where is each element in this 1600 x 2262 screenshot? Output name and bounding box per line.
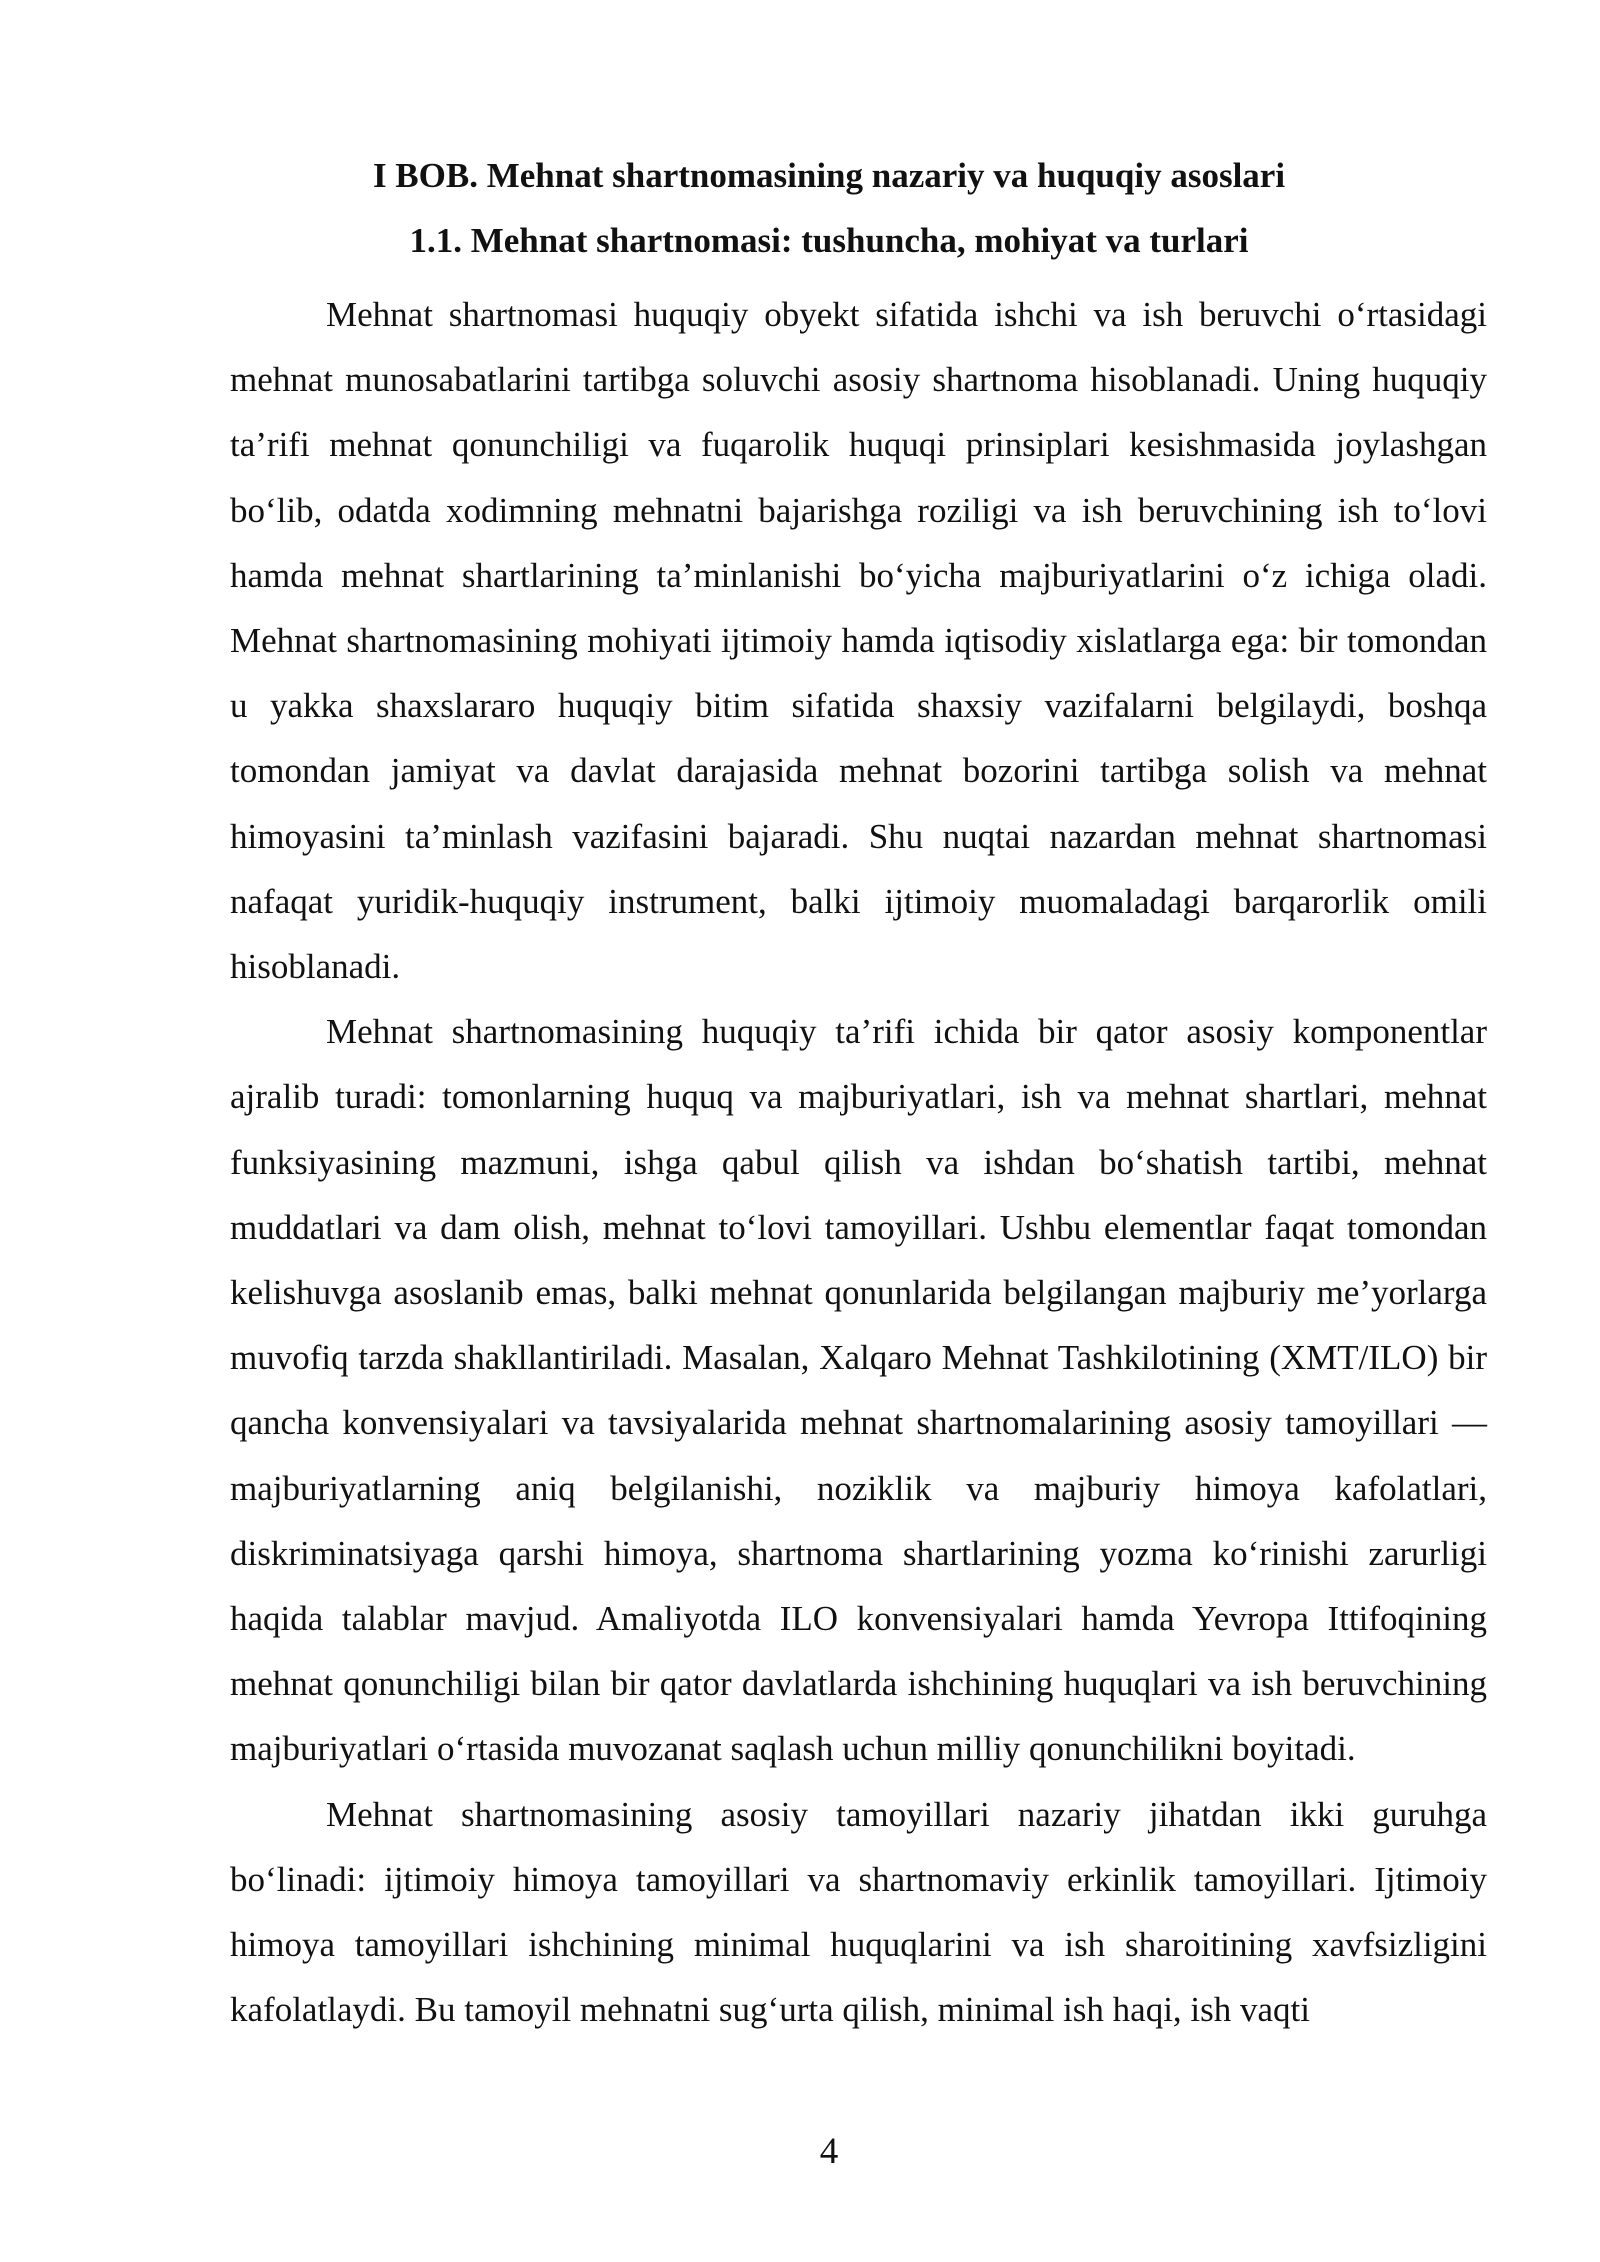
chapter-title: I BOB. Mehnat shartnomasining nazariy va huquqiy asoslari [372,156,1286,195]
paragraph: Mehnat shartnomasi huquqiy obyekt sifatida ishchi va ish beruvchi o‘rtasidagi mehnat munosabatlarini tartibga soluvchi asosiy shartnoma hisoblanadi. Uning huquqiy ta’rifi mehnat qonunchiligi va fuqarolik huquqi prinsiplari kesishmasida joylashgan bo‘lib, odatda xodimning mehnatni bajarishga roziligi va ish beruvchining ish to‘lovi hamda mehnat shartlarining ta’minlanishi bo‘yicha majburiyatlarini o‘z ichiga oladi. Mehnat shartnomasining mohiyati ijtimoiy hamda iqtisodiy xislatlarga ega: bir tomondan u yakka shaxslararo huquqiy bitim sifatida shaxsiy vazifalarni belgilaydi, boshqa tomondan jamiyat va davlat darajasida mehnat bozorini tartibga solish va mehnat himoyasini ta’minlash vazifasini bajaradi. Shu nuqtai nazardan mehnat shartnomasi nafaqat yuridik-huquqiy instrument, balki ijtimoiy muomaladagi barqarorlik omili hisoblanadi. [230,295,1487,987]
paragraph: Mehnat shartnomasining asosiy tamoyillari nazariy jihatdan ikki guruhga bo‘linadi: ijtimoiy himoya tamoyillari va shartnomaviy erkinlik tamoyillari. Ijtimoiy himoya tamoyillari ishchining minimal huquqlarini va ish sharoitining xavfsizligini kafolatlaydi. Bu tamoyil mehnatni sug‘urta qilish, minimal ish haqi, ish vaqti [230,1794,1487,2030]
section-title: 1.1. Mehnat shartnomasi: tushuncha, mohiyat va turlari [409,221,1249,260]
body-text [230,282,1487,2042]
paragraph: Mehnat shartnomasining huquqiy ta’rifi ichida bir qator asosiy komponentlar ajralib turadi: tomonlarning huquq va majburiyatlari, ish va mehnat shartlari, mehnat funksiyasining mazmuni, ishga qabul qilish va ishdan bo‘shatish tartibi, mehnat muddatlari va dam olish, mehnat to‘lovi tamoyillari. Ushbu elementlar faqat tomondan kelishuvga asoslanib emas, balki mehnat qonunlarida belgilangan majburiy me’yorlarga muvofiq tarzda shakllantiriladi. Masalan, Xalqaro Mehnat Tashkilotining (XMT/ILO) bir qancha konvensiyalari va tavsiyalarida mehnat shartnomalarining asosiy tamoyillari — majburiyatlarning aniq belgilanishi, noziklik va majburiy himoya kafolatlari, diskriminatsiyaga qarshi himoya, shartnoma shartlarining yozma ko‘rinishi zarurligi haqida talablar mavjud. Amaliyotda ILO konvensiyalari hamda Yevropa Ittifoqining mehnat qonunchiligi bilan bir qator davlatlarda ishchining huquqlari va ish beruvchining majburiyatlari o‘rtasida muvozanat saqlash uchun milliy qonunchilikni boyitadi. [230,1012,1487,1769]
page-number: 4 [819,2131,839,2172]
